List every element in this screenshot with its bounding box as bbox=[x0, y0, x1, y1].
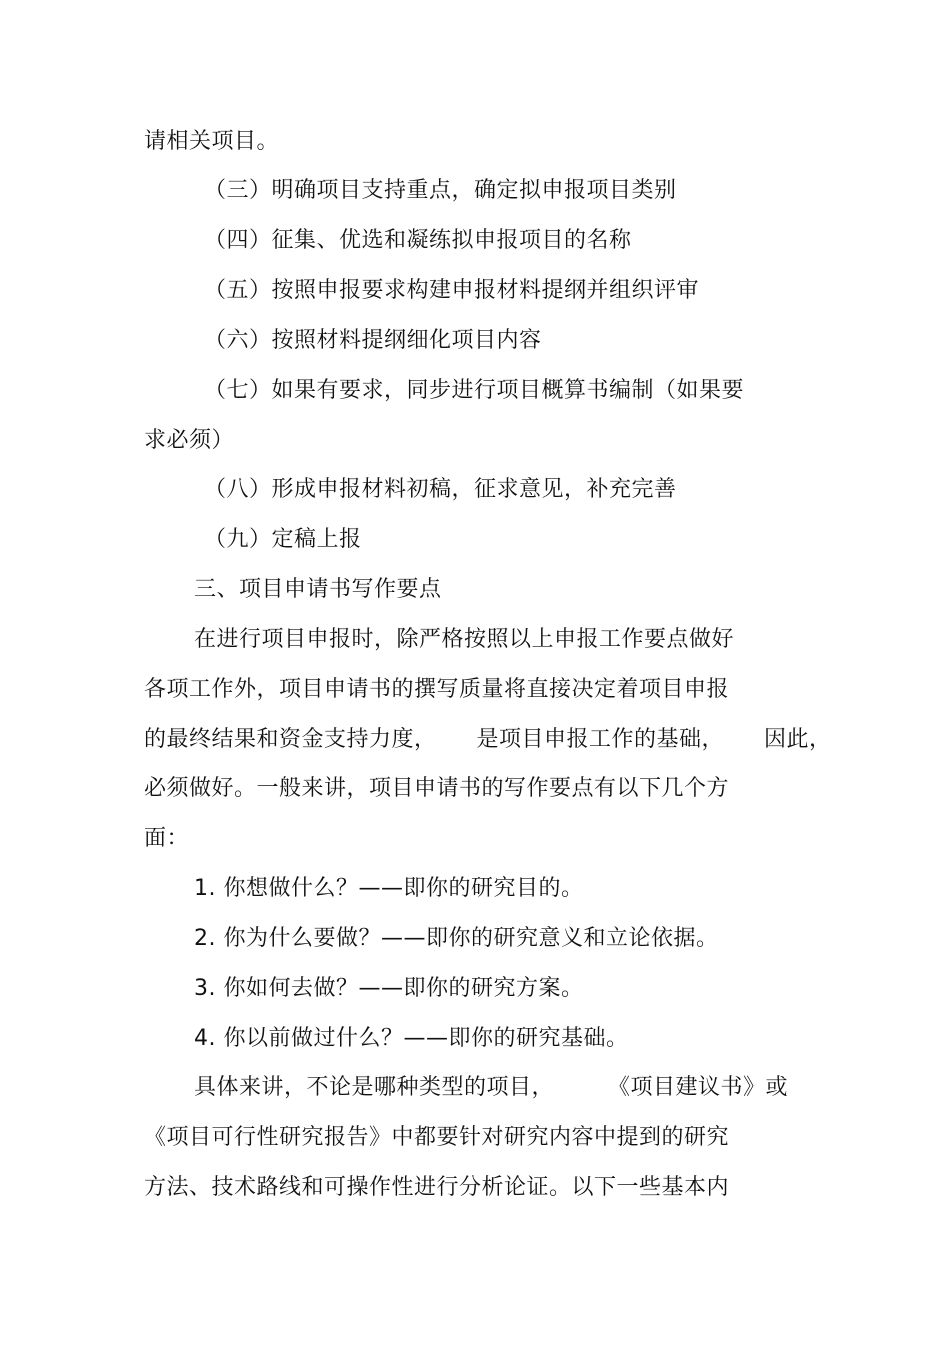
list-item: （八）形成申报材料初稿，征求意见，补充完善 bbox=[204, 477, 677, 502]
paragraph-line bbox=[194, 1073, 788, 1103]
list-item: 4. 你以前做过什么？——即你的研究基础。 bbox=[194, 1026, 629, 1051]
paragraph-line: 面： bbox=[144, 826, 190, 851]
list-item: （九）定稿上报 bbox=[204, 527, 362, 552]
section-heading: 三、项目申请书写作要点 bbox=[194, 577, 442, 602]
list-item: （三）明确项目支持重点，确定拟申报项目类别 bbox=[204, 178, 677, 203]
list-item: （四）征集、优选和凝练拟申报项目的名称 bbox=[204, 228, 632, 253]
list-item: 3. 你如何去做？——即你的研究方案。 bbox=[194, 976, 584, 1001]
text-line: 求必须） bbox=[144, 428, 235, 453]
text-segment: 是项目申报工作的基础， bbox=[476, 727, 725, 752]
paragraph-line: 必须做好。一般来讲，项目申请书的写作要点有以下几个方 bbox=[144, 776, 730, 801]
list-item: （六）按照材料提纲细化项目内容 bbox=[204, 328, 542, 353]
text-segment: 《项目建议书》或 bbox=[608, 1075, 789, 1100]
list-item: （五）按照申报要求构建申报材料提纲并组织评审 bbox=[204, 278, 700, 303]
text-segment: 具体来讲，不论是哪种类型的项目， bbox=[194, 1075, 555, 1100]
list-item: （七）如果有要求，同步进行项目概算书编制（如果要 bbox=[204, 378, 745, 403]
text-segment: 的最终结果和资金支持力度， bbox=[144, 727, 437, 752]
paragraph-line bbox=[144, 725, 832, 755]
paragraph-line: 各项工作外，项目申请书的撰写质量将直接决定着项目申报 bbox=[144, 677, 730, 702]
text-segment: 因此， bbox=[764, 727, 832, 752]
list-item: 1. 你想做什么？——即你的研究目的。 bbox=[194, 876, 584, 901]
paragraph-line: 《项目可行性研究报告》中都要针对研究内容中提到的研究 bbox=[144, 1125, 730, 1150]
list-item: 2. 你为什么要做？——即你的研究意义和立论依据。 bbox=[194, 926, 719, 951]
text-line: 请相关项目。 bbox=[144, 129, 280, 154]
paragraph-line: 方法、技术路线和可操作性进行分析论证。以下一些基本内 bbox=[144, 1175, 730, 1200]
paragraph-line: 在进行项目申报时，除严格按照以上申报工作要点做好 bbox=[194, 627, 735, 652]
